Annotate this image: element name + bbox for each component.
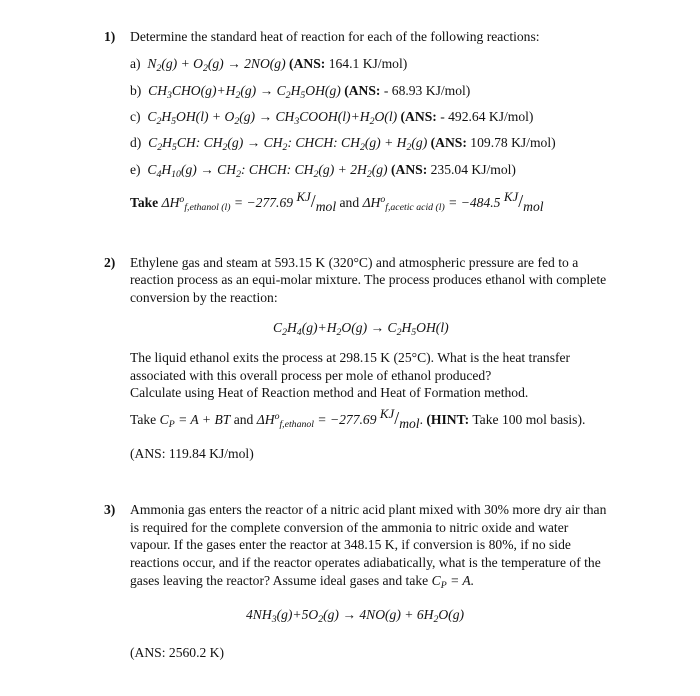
q2-para1-line3: conversion by the reaction: [130, 290, 278, 305]
q2-para2-line3: Calculate using Heat of Reaction method and Heat of Formation method. [130, 385, 529, 400]
cp-equation: = A. [450, 573, 475, 588]
unit-denominator: mol [523, 198, 544, 214]
hint-text: Take 100 mol basis). [472, 411, 586, 427]
q2-answer: (ANS: 119.84 KJ/mol) [130, 446, 254, 461]
q1-given-data: Take $\Delta H^o_{f,ethanol (l)} = -277.69$ KJ/mol and $\Delta H^o_{f,acetic acid (l)} = -484.5$ KJ/mol [130, 189, 544, 214]
q2-para2-line2: associated with this overall process per mole of ethanol produced? [130, 368, 492, 383]
cp-equation: = A + BT [178, 411, 231, 427]
q2-para2-line1: The liquid ethanol exits the process at 298.15 K (25°C). What is the heat transfer [130, 350, 571, 365]
unit-numerator: KJ [296, 189, 311, 204]
q1-reaction-d: d) $C_2H_5CH$: $CH_2(g) \to CH_2$: CHCH: $CH_2(g) + H_2(g)$ (ANS: 109.78 KJ/mol) [130, 135, 556, 153]
reaction-label: c) [130, 109, 141, 124]
q2-given-data: Take $C_P = A$ + BT and $\Delta H^o_{f,ethanol} = -277.69$ KJ/mol. (HINT: Take 100 mol basis). [130, 406, 586, 431]
dh-ethanol-value: = −277.69 [233, 194, 294, 210]
answer-value: 164.1 KJ/mol) [328, 56, 408, 71]
unit-denominator: mol [315, 198, 337, 214]
reaction-label: d) [130, 135, 142, 150]
hint-label: (HINT: [426, 411, 470, 427]
q2-para1-line2: reaction process as an equi-molar mixture. The process produces ethanol with complete [130, 272, 607, 287]
unit-numerator: KJ [379, 406, 395, 421]
answer-label: (ANS: [430, 135, 467, 150]
q3-reaction: $4NH_3(g)+5O_2(g) \to 4NO(g) + 6H_2O(g)$ [246, 607, 465, 625]
reaction-label: e) [130, 162, 141, 177]
q3-last-text: gases leaving the reactor? Assume ideal gases and take [130, 573, 429, 588]
take-label: Take [130, 411, 157, 427]
answer-label: (ANS: [289, 56, 326, 71]
q1-reaction-c: c) $C_2H_5OH(l) + O_2(g)$ → $CH_3COOH(l)+H_2O(l)$ (ANS: - 492.64 KJ/mol) [130, 109, 534, 127]
dh-ethanol-value: = −277.69 [317, 411, 377, 427]
q3-line2: is required for the complete conversion of the ammonia to nitric oxide and water [130, 520, 569, 535]
q3-number: 3) [104, 502, 116, 517]
q2-number: 2) [104, 255, 116, 270]
q3-answer: (ANS: 2560.2 K) [130, 645, 225, 660]
unit-denominator: mol [399, 415, 420, 431]
q3-line3: vapour. If the gases enter the reactor at 348.15 K, if conversion is 80%, if no side [130, 537, 571, 552]
q1-reaction-e: e) $C_4H_{10}(g) \to CH_2$: CHCH: $CH_2(g) + 2H_2(g)$ (ANS: 235.04 KJ/mol) [130, 162, 516, 180]
q3-line5: gases leaving the reactor? Assume ideal gases and take $C_P = A$. [130, 573, 475, 591]
answer-value: 235.04 KJ/mol) [430, 162, 516, 177]
q1-reaction-a: a) $N_2(g) + O_2(g) \to 2NO(g)$ (ANS: 164.1 KJ/mol) [130, 56, 408, 74]
take-label: Take [130, 194, 159, 210]
q1-reaction-b: b) $CH_3CHO(g)+H_2(g) \to C_2H_5OH(g)$ (ANS: - 68.93 KJ/mol) [130, 83, 471, 101]
reaction-label: a) [130, 56, 141, 71]
answer-label: (ANS: [400, 109, 437, 124]
reaction-label: b) [130, 83, 142, 98]
q2-para1-line1: Ethylene gas and steam at 593.15 K (320°C) and atmospheric pressure are fed to a [130, 255, 579, 270]
answer-label: (ANS: [390, 162, 428, 177]
q1-number: 1) [104, 29, 116, 44]
unit-numerator: KJ [503, 189, 519, 204]
dh-acetic-value: = −484.5 [448, 194, 501, 210]
q3-line4: reactions occur, and if the reactor operates adiabatically, what is the temperature of the [130, 555, 601, 570]
answer-value: - 492.64 KJ/mol) [440, 109, 534, 124]
answer-label: (ANS: [344, 83, 381, 98]
answer-value: 109.78 KJ/mol) [470, 135, 556, 150]
q1-prompt: Determine the standard heat of reaction for each of the following reactions: [130, 29, 540, 44]
answer-value: - 68.93 KJ/mol) [383, 83, 471, 98]
q2-reaction: $C_2H_4(g)+H_2O(g) \to C_2H_5OH(l)$ [273, 320, 449, 338]
q3-line1: Ammonia gas enters the reactor of a nitric acid plant mixed with 30% more dry air than [130, 502, 607, 517]
and-word: and [233, 411, 254, 427]
and-word: and [339, 194, 360, 210]
